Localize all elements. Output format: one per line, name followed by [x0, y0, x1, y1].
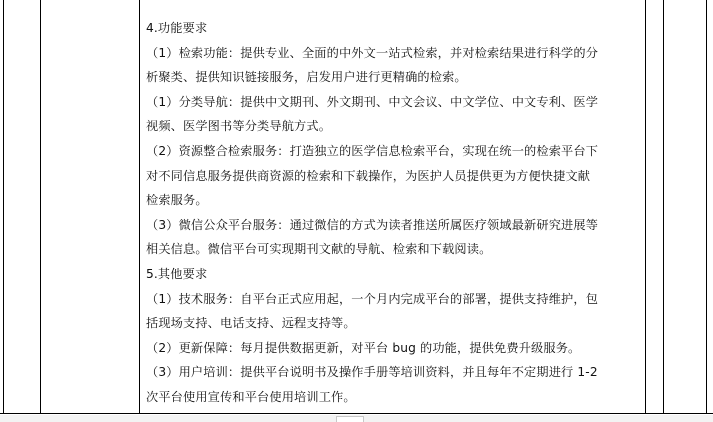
paragraph-line: （3）微信公众平台服务：通过微信的方式为读者推送所属医疗领域最新研究进展等 — [146, 217, 599, 232]
paragraph-line: 检索服务。 — [146, 193, 208, 208]
table-border-left — [3, 0, 4, 414]
table-column-divider — [139, 0, 140, 414]
paragraph-line: （3）用户培训：提供平台说明书及操作手册等培训资料，并且每年不定期进行 1-2 — [146, 365, 598, 380]
paragraph-line: （1）检索功能：提供专业、全面的中外文一站式检索，并对检索结果进行科学的分 — [146, 45, 599, 60]
paragraph-line: （1）分类导航：提供中文期刊、外文期刊、中文会议、中文学位、中文专利、医学 — [146, 94, 599, 109]
paragraph-line: 括现场支持、电话支持、远程支持等。 — [146, 316, 356, 331]
section-heading: 5.其他要求 — [146, 266, 208, 281]
paragraph-line: 析聚类、提供知识链接服务，启发用户进行更精确的检索。 — [146, 70, 467, 85]
table-column-divider — [663, 0, 664, 414]
paragraph-line: （2）资源整合检索服务：打造独立的医学信息检索平台，实现在统一的检索平台下 — [146, 143, 599, 158]
paragraph-line: 相关信息。微信平台可实现期刊文献的导航、检索和下载阅读。 — [146, 242, 492, 257]
table-column-divider — [645, 0, 646, 414]
table-bottom-border — [0, 413, 713, 414]
paragraph-line: 对不同信息服务提供商资源的检索和下载操作，为医护人员提供更为方便快捷文献 — [146, 168, 591, 183]
paragraph-line: 次平台使用宣传和平台使用培训工作。 — [146, 389, 356, 404]
table-column-divider — [40, 0, 41, 414]
requirements-cell — [146, 16, 638, 410]
paragraph-line: 视频、医学图书等分类导航方式。 — [146, 119, 332, 134]
paragraph-line: （1）技术服务：自平台正式应用起，一个月内完成平台的部署，提供支持维护，包 — [146, 291, 599, 306]
page-tab-stub — [336, 416, 364, 422]
table-border-right — [706, 0, 707, 414]
section-heading: 4.功能要求 — [146, 21, 208, 35]
paragraph-line: （2）更新保障：每月提供数据更新，对平台 bug 的功能，提供免费升级服务。 — [146, 340, 581, 355]
